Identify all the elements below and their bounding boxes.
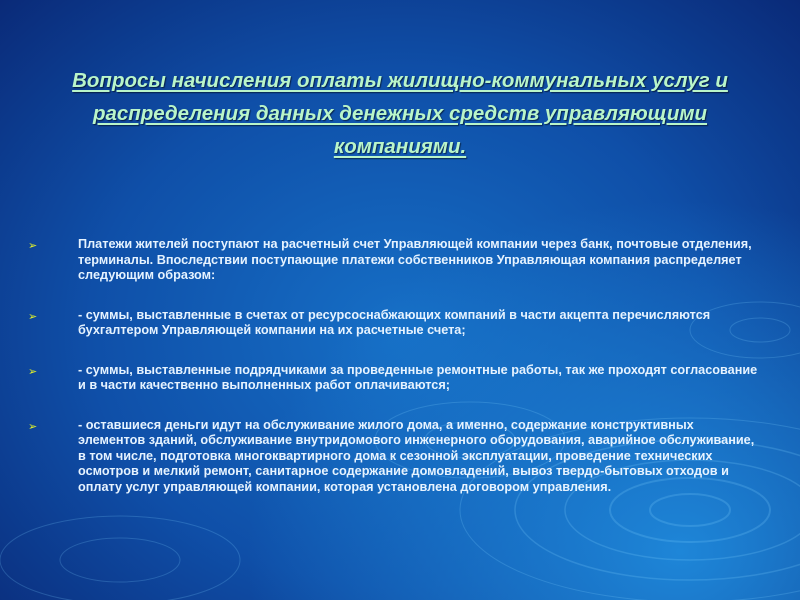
bullet-text: - суммы, выставленные в счетах от ресурсоснабжающих компаний в части акцепта перечисляются бухгалтером Управляющей компании на их расчетные счета; xyxy=(78,307,711,337)
bullet-text: Платежи жителей поступают на расчетный счет Управляющей компании через банк, почтовые отделения, терминалы. Впоследствии поступающие платежи собственников Управляющая компания распределяет следующим образом: xyxy=(78,237,752,282)
bullet-list xyxy=(28,237,758,519)
bullet-item xyxy=(28,418,758,496)
bullet-item xyxy=(28,308,758,339)
bullet-item xyxy=(28,363,758,394)
arrowhead-icon: ➢ xyxy=(28,364,38,378)
slide-title: Вопросы начисления оплаты жилищно-коммунальных услуг и распределения данных денежных средств управляющими компаниями. xyxy=(72,69,728,158)
bullet-item xyxy=(28,237,758,284)
arrowhead-icon: ➢ xyxy=(28,309,38,323)
arrowhead-icon: ➢ xyxy=(28,419,38,433)
arrowhead-icon: ➢ xyxy=(28,239,38,252)
bullet-text: - суммы, выставленные подрядчиками за проведенные ремонтные работы, так же проходят согласование и в части качественно выполненных работ оплачиваются; xyxy=(78,362,758,392)
bullet-text: - оставшиеся деньги идут на обслуживание жилого дома, а именно, содержание конструктивных элементов зданий, обслуживание внутридомового инженерного оборудования, аварийное обслуживание, в том числе, подготовка многоквартирного дома к сезонной эксплуатации, проведение технических осмотров и мелкий ремонт, санитарное содержание домовладений, вывоз твердо-бытовых отходов и оплату услуг управляющей компании, которая установлена договором управления. xyxy=(78,417,755,494)
